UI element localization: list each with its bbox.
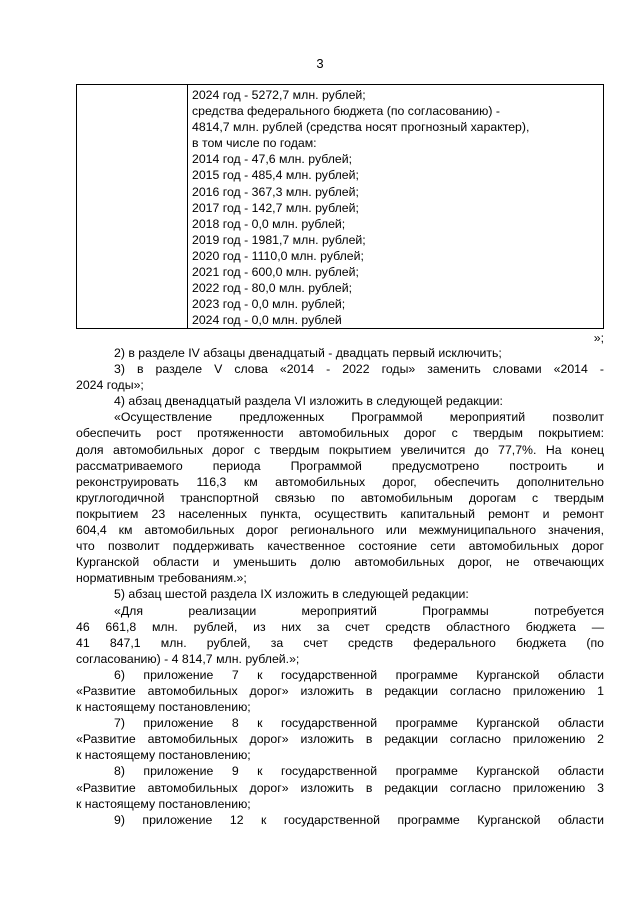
text-line: 4) абзац двенадцатый раздела VI изложить в следующей редакции:	[114, 394, 503, 409]
funding-line: 2024 год - 0,0 млн. рублей	[192, 313, 342, 328]
text-line: 2024 годы»;	[76, 378, 144, 393]
item-5-quote	[76, 603, 604, 667]
text-line: реконструировать 116,3 км автомобильных дорог, обеспечить дополнительно	[76, 474, 604, 489]
text-line: покрытием 23 населенных пункта, осуществить капитальный ремонт и ремонт	[76, 506, 604, 521]
text-line: 3) в разделе V слова «2014 - 2022 годы» заменить словами «2014 -	[114, 362, 604, 377]
funding-line: 2014 год - 47,6 млн. рублей;	[192, 152, 353, 167]
text-line: 6) приложение 7 к государственной программе Курганской области	[114, 667, 604, 682]
funding-line: 2020 год - 1110,0 млн. рублей;	[192, 248, 364, 263]
text-line: к настоящему постановлению;	[76, 796, 251, 811]
amendments-text	[76, 345, 604, 828]
text-line: рассматриваемого периода Программой предусмотрено построить и	[76, 458, 604, 473]
text-line: 7) приложение 8 к государственной программе Курганской области	[114, 716, 604, 731]
item-6-paragraph	[76, 667, 604, 715]
funding-line: 2021 год - 600,0 млн. рублей;	[192, 265, 359, 280]
funding-line: 2017 год - 142,7 млн. рублей;	[192, 200, 359, 215]
text-line: круглогодичной транспортной связью по автомобильным дорогам с твердым	[76, 490, 604, 505]
table-row	[77, 85, 604, 329]
item-5-paragraph	[76, 586, 604, 602]
table-cell-funding	[188, 85, 604, 329]
page-number: 3	[316, 56, 324, 71]
text-line: к настоящему постановлению;	[76, 748, 251, 763]
funding-line: 2018 год - 0,0 млн. рублей;	[192, 216, 346, 231]
item-3-paragraph	[76, 361, 604, 393]
funding-line: 2022 год - 80,0 млн. рублей;	[192, 281, 353, 296]
item-7-paragraph	[76, 715, 604, 763]
text-line: что позволит поддерживать качественное состояние сети автомобильных дорог	[76, 539, 604, 554]
funding-line: в том числе по годам:	[192, 136, 317, 151]
funding-line: 2019 год - 1981,7 млн. рублей;	[192, 232, 366, 247]
budget-table	[76, 84, 604, 329]
funding-line: средства федерального бюджета (по согласованию) -	[192, 104, 501, 119]
text-line: «Развитие автомобильных дорог» изложить в редакции согласно приложению 3	[76, 780, 604, 795]
item-4-quote	[76, 409, 604, 586]
text-line: «Развитие автомобильных дорог» изложить в редакции согласно приложению 2	[76, 732, 604, 747]
text-line: «Осуществление предложенных Программой мероприятий позволит	[114, 410, 604, 425]
text-line: 5) абзац шестой раздела IX изложить в следующей редакции:	[114, 587, 469, 602]
text-line: 9) приложение 12 к государственной программе Курганской области	[114, 812, 604, 827]
text-line: нормативным требованиям.»;	[76, 571, 247, 586]
funding-line: 2024 год - 5272,7 млн. рублей;	[192, 88, 366, 102]
text-line: 604,4 км автомобильных дорог регионального или межмуниципального значения,	[76, 523, 604, 538]
text-line: обеспечить рост протяженности автомобильных дорог с твердым покрытием:	[76, 426, 604, 441]
funding-line: 2015 год - 485,4 млн. рублей;	[192, 168, 359, 183]
item-4-paragraph	[76, 393, 604, 409]
table-cell-empty	[77, 85, 188, 329]
item-8-paragraph	[76, 763, 604, 811]
item-2-paragraph	[76, 345, 604, 361]
funding-line: 2023 год - 0,0 млн. рублей;	[192, 297, 346, 312]
text-line: «Развитие автомобильных дорог» изложить в редакции согласно приложению 1	[76, 683, 604, 698]
funding-line: 4814,7 млн. рублей (средства носят прогнозный характер),	[192, 120, 530, 135]
text-line: Курганской области и уменьшить долю автомобильных дорог, не отвечающих	[76, 555, 604, 570]
text-line: доля автомобильных дорог с твердым покрытием увеличится до 77,7%. На конец	[76, 442, 604, 457]
funding-line: 2016 год - 367,3 млн. рублей;	[192, 184, 359, 199]
text-line: согласованию) - 4 814,7 млн. рублей.»;	[76, 651, 300, 666]
text-line: 2) в разделе IV абзацы двенадцатый - двадцать первый исключить;	[114, 346, 502, 360]
text-line: 46 661,8 млн. рублей, из них за счет средств областного бюджета —	[76, 619, 604, 634]
item-9-paragraph	[76, 812, 604, 828]
text-line: «Для реализации мероприятий Программы потребуется	[114, 603, 604, 618]
text-line: к настоящему постановлению;	[76, 700, 251, 715]
text-line: 8) приложение 9 к государственной программе Курганской области	[114, 764, 604, 779]
text-line: 41 847,1 млн. рублей, за счет средств федерального бюджета (по	[76, 635, 604, 650]
closing-quote: »;	[593, 331, 604, 345]
